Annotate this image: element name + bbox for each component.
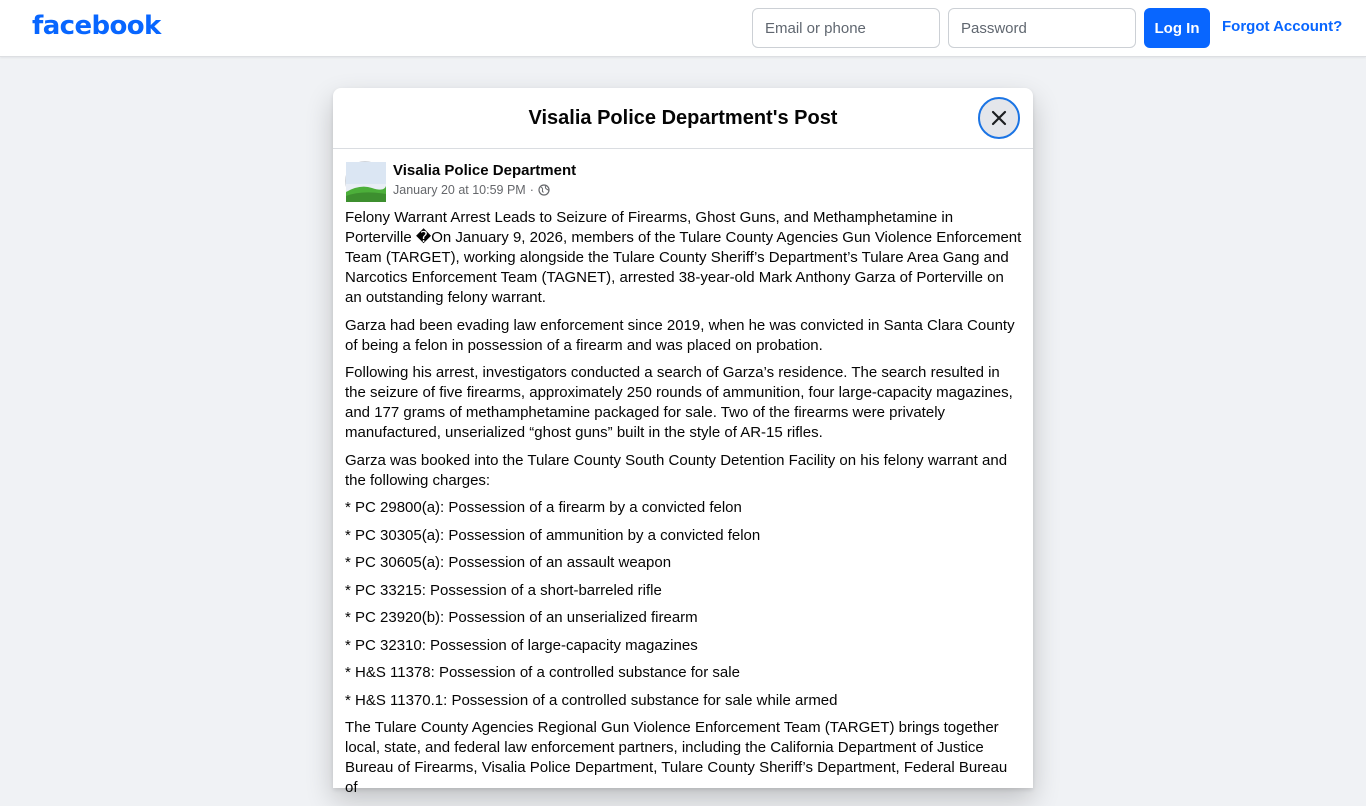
charge-item: * PC 30605(a): Possession of an assault weapon	[345, 554, 672, 571]
password-field[interactable]	[948, 8, 1136, 48]
post-paragraph: The Tulare County Agencies Regional Gun Violence Enforcement Team (TARGET) brings together local, state, and federal law enforcement partners, including the California Department of Justice Bureau of Firearms, Visalia Police Department, Tulare County Sheriff’s Department, Federal Bureau of	[345, 719, 1008, 796]
charge-item: * H&S 11378: Possession of a controlled substance for sale	[345, 664, 740, 681]
post-author[interactable]: Visalia Police Department	[393, 162, 577, 179]
top-nav-bar	[0, 0, 1366, 57]
post-paragraph: Felony Warrant Arrest Leads to Seizure of Firearms, Ghost Guns, and Methamphetamine in Porterville �On January 9, 2026, members of the Tulare County Agencies Gun Violence Enforcement Team (TARGET), working alongside the Tulare County Sheriff’s Department’s Tulare Area Gang and Narcotics Enforcement Team (TAGNET), arrested 38-year-old Mark Anthony Garza of Porterville on an outstanding felony warrant.	[345, 209, 1022, 306]
post-meta	[393, 183, 550, 197]
email-field[interactable]	[752, 8, 940, 48]
post-paragraph: Following his arrest, investigators conducted a search of Garza’s residence. The search resulted in the seizure of five firearms, approximately 250 rounds of ammunition, four large-capacity magazines, and 177 grams of methamphetamine packaged for sale. Two of the firearms were privately manufactured, unserialized “ghost guns” built in the style of AR-15 rifles.	[345, 364, 1013, 441]
dialog-header	[333, 88, 1033, 149]
post-paragraph: Garza was booked into the Tulare County South County Detention Facility on his felony warrant and the following charges:	[345, 451, 1008, 489]
post-timestamp[interactable]: January 20 at 10:59 PM	[393, 183, 526, 197]
charge-item: * PC 29800(a): Possession of a firearm by a convicted felon	[345, 499, 742, 516]
login-button[interactable]: Log In	[1144, 8, 1210, 48]
meta-separator: ·	[529, 183, 534, 197]
forgot-account-link[interactable]: Forgot Account?	[1222, 18, 1343, 35]
post-dialog	[333, 88, 1033, 796]
avatar[interactable]	[345, 161, 385, 201]
charge-item: * PC 32310: Possession of large-capacity magazines	[345, 636, 698, 654]
post-paragraph: Garza had been evading law enforcement since 2019, when he was convicted in Santa Clara County of being a felon in possession of a firearm and was placed on probation.	[345, 316, 1015, 354]
charge-item: * PC 23920(b): Possession of an unserialized firearm	[345, 609, 698, 626]
post-body	[345, 208, 1023, 806]
post-header	[345, 161, 1021, 201]
dialog-title: Visalia Police Department's Post	[528, 107, 838, 129]
facebook-logo[interactable]: facebook	[32, 11, 161, 41]
charge-item: * H&S 11370.1: Possession of a controlled substance for sale while armed	[345, 691, 838, 709]
globe-icon[interactable]	[538, 184, 550, 196]
close-icon	[990, 109, 1008, 127]
avatar-image	[346, 162, 386, 202]
charge-item: * PC 30305(a): Possession of ammunition by a convicted felon	[345, 526, 761, 544]
charge-item: * PC 33215: Possession of a short-barreled rifle	[345, 581, 662, 599]
close-button[interactable]	[978, 97, 1020, 139]
